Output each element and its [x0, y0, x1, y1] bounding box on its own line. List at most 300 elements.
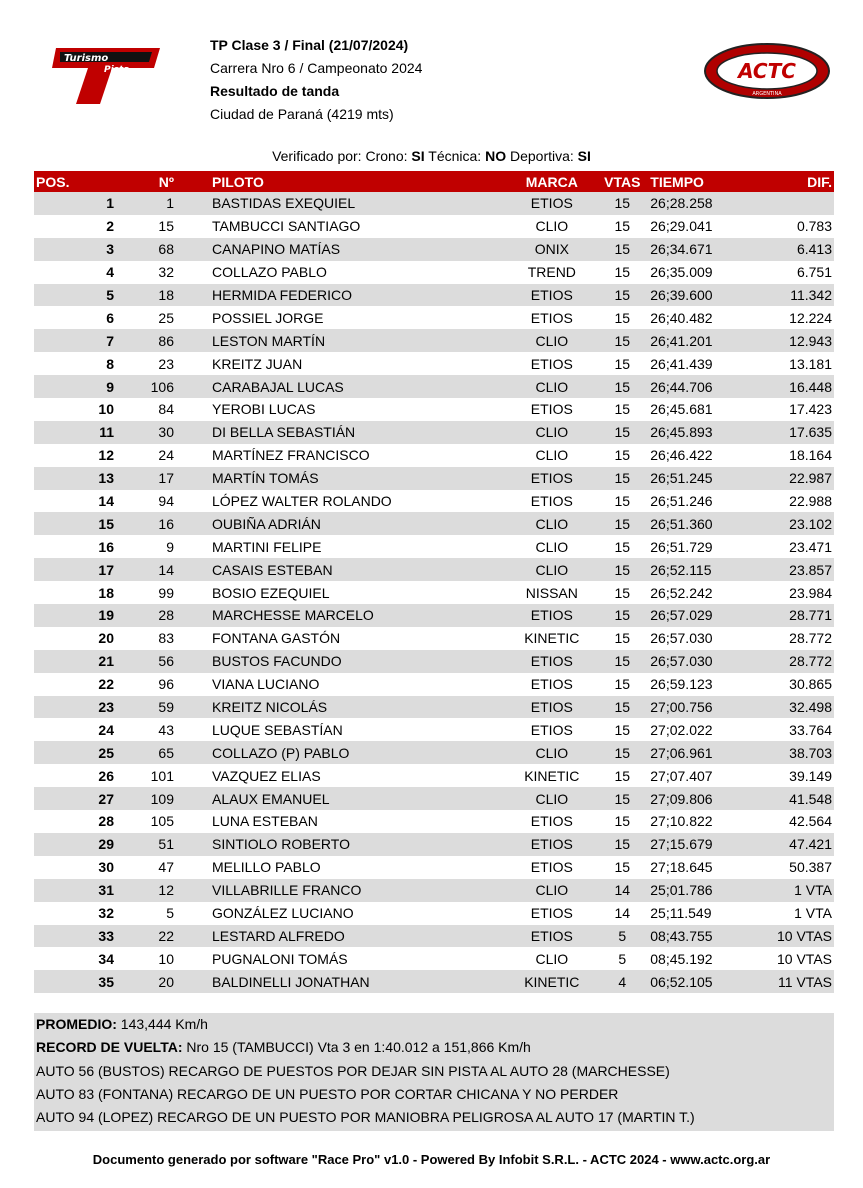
- cell-pos: 3: [106, 241, 114, 258]
- cell-dif: 6.413: [796, 241, 832, 258]
- cell-dif: 41.548: [789, 790, 832, 807]
- lap-record: [36, 1036, 834, 1059]
- cell-dif: 12.224: [789, 309, 832, 326]
- cell-dif: 1 VTA: [794, 882, 832, 899]
- cell-piloto: YEROBI LUCAS: [212, 401, 316, 418]
- cell-marca: ETIOS: [530, 287, 573, 303]
- cell-tiempo: 25;01.786: [650, 882, 713, 899]
- verif-tecnica-value: NO: [485, 148, 507, 164]
- cell-vtas: 15: [614, 264, 631, 281]
- cell-tiempo: 26;52.115: [650, 561, 712, 578]
- cell-dif: 23.471: [789, 538, 832, 555]
- cell-vtas: 15: [614, 676, 631, 693]
- verif-crono-label: Crono:: [365, 148, 408, 164]
- cell-pos: 23: [98, 699, 114, 716]
- cell-piloto: KREITZ NICOLÁS: [212, 699, 328, 716]
- cell-marca: CLIO: [535, 218, 569, 235]
- cell-piloto: BUSTOS FACUNDO: [212, 653, 342, 670]
- table-row: [34, 306, 834, 329]
- table-row: [34, 238, 834, 261]
- cell-piloto: LESTON MARTÍN: [212, 332, 326, 349]
- table-row: [34, 215, 834, 238]
- cell-vtas: 15: [614, 630, 631, 647]
- table-row: [34, 833, 834, 856]
- cell-tiempo: 27;10.822: [650, 813, 713, 830]
- cell-dif: 17.423: [789, 401, 832, 418]
- table-row: [34, 558, 834, 581]
- cell-marca: ETIOS: [530, 195, 573, 212]
- cell-num: 106: [150, 378, 174, 395]
- table-row: [34, 352, 834, 375]
- cell-num: 20: [158, 973, 174, 990]
- cell-num: 99: [158, 584, 174, 601]
- cell-vtas: 15: [614, 515, 631, 532]
- cell-pos: 10: [98, 401, 114, 418]
- cell-pos: 25: [98, 744, 114, 761]
- cell-num: 96: [158, 676, 174, 693]
- cell-tiempo: 06;52.105: [650, 973, 713, 990]
- cell-piloto: VIANA LUCIANO: [212, 676, 320, 693]
- cell-dif: 17.635: [789, 424, 832, 441]
- cell-dif: 16.448: [789, 378, 832, 395]
- cell-pos: 12: [98, 447, 114, 464]
- cell-marca: ETIOS: [530, 309, 573, 326]
- cell-pos: 30: [98, 859, 114, 876]
- cell-marca: CLIO: [535, 538, 569, 555]
- verif-deportiva-value: SI: [577, 148, 591, 164]
- cell-marca: NISSAN: [525, 584, 578, 601]
- cell-marca: KINETIC: [524, 767, 580, 784]
- cell-vtas: 15: [614, 767, 631, 784]
- table-row: [34, 902, 834, 925]
- document-footer: Documento generado por software "Race Pro" v1.0 - Powered By Infobit S.R.L. - ACTC 2024 - www.actc.org.ar: [92, 1152, 771, 1167]
- cell-vtas: 15: [614, 401, 631, 418]
- cell-pos: 16: [98, 538, 114, 555]
- cell-vtas: 15: [614, 195, 631, 212]
- cell-vtas: 4: [618, 973, 627, 990]
- cell-piloto: KREITZ JUAN: [212, 355, 303, 372]
- table-header-row: [34, 171, 834, 192]
- cell-dif: 18.164: [789, 447, 832, 464]
- cell-pos: 21: [98, 653, 114, 670]
- cell-piloto: FONTANA GASTÓN: [212, 630, 341, 647]
- col-header-num: Nº: [158, 173, 174, 190]
- cell-num: 59: [158, 699, 174, 716]
- cell-piloto: CANAPINO MATÍAS: [212, 241, 341, 258]
- cell-marca: ETIOS: [530, 607, 573, 624]
- cell-vtas: 14: [614, 882, 631, 899]
- cell-marca: KINETIC: [524, 630, 580, 647]
- cell-tiempo: 26;41.201: [650, 332, 713, 349]
- lap-record-value: Nro 15 (TAMBUCCI) Vta 3 en 1:40.012 a 151,866 Km/h: [186, 1039, 531, 1056]
- cell-tiempo: 26;45.681: [650, 401, 713, 418]
- table-row: [34, 398, 834, 421]
- verif-tecnica-label: Técnica:: [428, 148, 482, 164]
- table-row: [34, 421, 834, 444]
- cell-tiempo: 26;57.030: [650, 630, 713, 647]
- cell-vtas: 15: [614, 538, 631, 555]
- cell-marca: CLIO: [535, 378, 569, 395]
- race-notes: [34, 1013, 834, 1131]
- cell-num: 105: [150, 813, 174, 830]
- verification-line: [0, 148, 863, 164]
- cell-dif: 32.498: [789, 699, 832, 716]
- cell-dif: 22.987: [789, 470, 832, 487]
- table-row: [34, 261, 834, 284]
- cell-pos: 33: [98, 927, 114, 944]
- cell-piloto: MARTÍNEZ FRANCISCO: [212, 447, 370, 464]
- cell-marca: CLIO: [535, 424, 569, 441]
- cell-vtas: 15: [614, 699, 631, 716]
- cell-dif: 28.771: [789, 607, 832, 624]
- cell-piloto: CARABAJAL LUCAS: [212, 378, 344, 395]
- cell-dif: 11 VTAS: [778, 973, 832, 990]
- cell-piloto: PUGNALONI TOMÁS: [212, 950, 348, 967]
- table-row: [34, 604, 834, 627]
- cell-tiempo: 27;02.022: [650, 721, 713, 738]
- turismo-pista-logo: [52, 38, 164, 106]
- cell-marca: ETIOS: [530, 676, 573, 693]
- cell-marca: ETIOS: [530, 653, 573, 670]
- cell-pos: 6: [106, 309, 114, 326]
- cell-piloto: HERMIDA FEDERICO: [212, 287, 353, 303]
- table-row: [34, 925, 834, 948]
- average-speed: [36, 1013, 834, 1036]
- cell-marca: CLIO: [535, 882, 569, 899]
- cell-piloto: POSSIEL JORGE: [212, 309, 324, 326]
- cell-vtas: 5: [618, 927, 627, 944]
- cell-dif: 28.772: [789, 630, 832, 647]
- cell-num: 10: [158, 950, 174, 967]
- cell-vtas: 15: [614, 218, 631, 235]
- cell-marca: CLIO: [535, 744, 569, 761]
- cell-pos: 20: [98, 630, 114, 647]
- cell-pos: 24: [98, 721, 114, 738]
- cell-tiempo: 25;11.549: [650, 905, 712, 922]
- table-row: [34, 673, 834, 696]
- cell-piloto: VILLABRILLE FRANCO: [212, 882, 362, 899]
- cell-vtas: 15: [614, 309, 631, 326]
- cell-piloto: MELILLO PABLO: [212, 859, 321, 876]
- cell-vtas: 15: [614, 859, 631, 876]
- cell-tiempo: 26;45.893: [650, 424, 713, 441]
- cell-pos: 8: [106, 355, 114, 372]
- cell-tiempo: 27;15.679: [650, 836, 713, 853]
- cell-tiempo: 26;51.246: [650, 493, 713, 510]
- actc-logo-sub: ARGENTINA: [752, 91, 782, 97]
- actc-logo: [703, 42, 831, 100]
- col-header-pos: POS.: [36, 173, 70, 190]
- cell-tiempo: 27;18.645: [650, 859, 713, 876]
- cell-piloto: COLLAZO (P) PABLO: [212, 744, 350, 761]
- col-header-marca: MARCA: [525, 173, 578, 190]
- cell-marca: ETIOS: [530, 813, 573, 830]
- cell-tiempo: 26;52.242: [650, 584, 713, 601]
- cell-num: 68: [158, 241, 174, 258]
- table-row: [34, 627, 834, 650]
- cell-dif: 47.421: [789, 836, 832, 853]
- cell-num: 43: [158, 721, 174, 738]
- cell-num: 5: [166, 905, 174, 922]
- cell-tiempo: 26;57.030: [650, 653, 713, 670]
- cell-num: 15: [158, 218, 174, 235]
- table-row: [34, 947, 834, 970]
- cell-piloto: BASTIDAS EXEQUIEL: [212, 195, 356, 212]
- cell-vtas: 5: [618, 950, 627, 967]
- cell-num: 24: [158, 447, 174, 464]
- cell-dif: 10 VTAS: [777, 927, 832, 944]
- table-row: [34, 375, 834, 398]
- cell-num: 65: [158, 744, 174, 761]
- cell-marca: TREND: [527, 264, 576, 281]
- cell-num: 56: [158, 653, 174, 670]
- cell-vtas: 15: [614, 790, 631, 807]
- cell-marca: CLIO: [535, 950, 569, 967]
- cell-tiempo: 08;43.755: [650, 927, 713, 944]
- cell-tiempo: 08;45.192: [650, 950, 713, 967]
- col-header-dif: DIF.: [807, 173, 832, 190]
- cell-piloto: VAZQUEZ ELIAS: [212, 767, 321, 784]
- cell-tiempo: 26;29.041: [650, 218, 713, 235]
- cell-num: 101: [150, 767, 174, 784]
- table-row: [34, 581, 834, 604]
- cell-dif: 11.342: [790, 287, 832, 303]
- cell-pos: 27: [98, 790, 114, 807]
- cell-tiempo: 26;51.245: [650, 470, 713, 487]
- race-header: [210, 34, 422, 126]
- cell-num: 17: [158, 470, 174, 487]
- cell-num: 84: [158, 401, 174, 418]
- table-row: [34, 535, 834, 558]
- cell-num: 12: [158, 882, 174, 899]
- cell-dif: 28.772: [789, 653, 832, 670]
- cell-tiempo: 26;59.123: [650, 676, 713, 693]
- penalty-note: AUTO 83 (FONTANA) RECARGO DE UN PUESTO POR CORTAR CHICANA Y NO PERDER: [36, 1085, 619, 1102]
- cell-piloto: CASAIS ESTEBAN: [212, 561, 333, 578]
- cell-pos: 9: [106, 378, 114, 395]
- cell-vtas: 15: [614, 470, 631, 487]
- cell-piloto: COLLAZO PABLO: [212, 264, 327, 281]
- cell-vtas: 15: [614, 607, 631, 624]
- cell-marca: ETIOS: [530, 355, 573, 372]
- cell-marca: ETIOS: [530, 836, 573, 853]
- results-table: [34, 171, 834, 993]
- cell-num: 9: [166, 538, 174, 555]
- cell-pos: 34: [98, 950, 114, 967]
- cell-piloto: LUQUE SEBASTÍAN: [212, 721, 343, 738]
- penalty-note: AUTO 94 (LOPEZ) RECARGO DE UN PUESTO POR MANIOBRA PELIGROSA AL AUTO 17 (MARTIN T.): [36, 1109, 695, 1126]
- verif-crono-value: SI: [411, 148, 425, 164]
- cell-marca: KINETIC: [524, 973, 580, 990]
- table-row: [34, 284, 834, 307]
- cell-vtas: 15: [614, 744, 631, 761]
- cell-vtas: 15: [614, 447, 631, 464]
- cell-marca: CLIO: [535, 561, 569, 578]
- cell-vtas: 15: [614, 287, 631, 303]
- result-type: Resultado de tanda: [210, 83, 340, 99]
- cell-vtas: 15: [614, 836, 631, 853]
- cell-pos: 7: [106, 332, 114, 349]
- cell-pos: 14: [98, 493, 114, 510]
- cell-piloto: ALAUX EMANUEL: [212, 790, 330, 807]
- cell-marca: ETIOS: [530, 493, 573, 510]
- cell-piloto: LÓPEZ WALTER ROLANDO: [212, 493, 392, 510]
- average-speed-label: PROMEDIO:: [36, 1016, 117, 1032]
- cell-tiempo: 26;57.029: [650, 607, 713, 624]
- cell-dif: 38.703: [789, 744, 832, 761]
- cell-marca: CLIO: [535, 790, 569, 807]
- table-row: [34, 879, 834, 902]
- cell-piloto: GONZÁLEZ LUCIANO: [212, 905, 354, 922]
- cell-num: 28: [158, 607, 174, 624]
- col-header-vtas: VTAS: [604, 173, 641, 190]
- col-header-tiempo: TIEMPO: [650, 173, 704, 190]
- cell-tiempo: 26;41.439: [650, 355, 713, 372]
- cell-pos: 31: [98, 882, 114, 899]
- cell-piloto: TAMBUCCI SANTIAGO: [212, 218, 361, 235]
- lap-record-label: RECORD DE VUELTA:: [36, 1039, 183, 1056]
- cell-vtas: 15: [614, 561, 631, 578]
- cell-num: 16: [158, 515, 174, 532]
- cell-marca: ETIOS: [530, 470, 573, 487]
- table-row: [34, 490, 834, 513]
- cell-vtas: 15: [614, 424, 631, 441]
- table-row: [34, 467, 834, 490]
- cell-tiempo: 26;39.600: [650, 287, 713, 303]
- cell-pos: 26: [98, 767, 114, 784]
- cell-vtas: 15: [614, 721, 631, 738]
- cell-pos: 22: [98, 676, 114, 693]
- cell-piloto: MARTINI FELIPE: [212, 538, 322, 555]
- cell-dif: 10 VTAS: [777, 950, 832, 967]
- cell-marca: CLIO: [535, 447, 569, 464]
- cell-dif: 33.764: [789, 721, 832, 738]
- cell-tiempo: 26;51.360: [650, 515, 713, 532]
- cell-pos: 29: [98, 836, 114, 853]
- cell-marca: ETIOS: [530, 699, 573, 716]
- cell-tiempo: 26;40.482: [650, 309, 713, 326]
- cell-vtas: 15: [614, 241, 631, 258]
- cell-marca: ONIX: [534, 241, 569, 258]
- cell-vtas: 15: [614, 584, 631, 601]
- cell-dif: 42.564: [789, 813, 832, 830]
- table-row: [34, 764, 834, 787]
- cell-tiempo: 27;06.961: [650, 744, 713, 761]
- cell-marca: CLIO: [535, 332, 569, 349]
- col-header-piloto: PILOTO: [212, 173, 264, 190]
- cell-tiempo: 27;09.806: [650, 790, 713, 807]
- cell-num: 18: [158, 287, 174, 303]
- cell-pos: 35: [98, 973, 114, 990]
- cell-marca: ETIOS: [530, 905, 573, 922]
- cell-piloto: MARTÍN TOMÁS: [212, 470, 319, 487]
- cell-tiempo: 26;35.009: [650, 264, 713, 281]
- cell-tiempo: 26;44.706: [650, 378, 713, 395]
- cell-marca: ETIOS: [530, 859, 573, 876]
- cell-vtas: 15: [614, 493, 631, 510]
- cell-piloto: LUNA ESTEBAN: [212, 813, 318, 830]
- cell-num: 25: [158, 309, 174, 326]
- cell-tiempo: 26;28.258: [650, 195, 713, 212]
- cell-piloto: BALDINELLI JONATHAN: [212, 973, 370, 990]
- cell-dif: 23.102: [789, 515, 832, 532]
- cell-pos: 11: [99, 424, 114, 441]
- cell-piloto: LESTARD ALFREDO: [212, 927, 345, 944]
- cell-dif: 13.181: [789, 355, 832, 372]
- table-row: [34, 650, 834, 673]
- cell-pos: 2: [106, 218, 114, 235]
- cell-vtas: 14: [614, 905, 631, 922]
- cell-pos: 15: [98, 515, 114, 532]
- cell-piloto: MARCHESSE MARCELO: [212, 607, 374, 624]
- cell-dif: 22.988: [789, 493, 832, 510]
- cell-num: 30: [158, 424, 174, 441]
- verif-deportiva-label: Deportiva:: [509, 148, 574, 164]
- cell-num: 1: [166, 195, 174, 212]
- cell-num: 94: [158, 493, 174, 510]
- cell-pos: 18: [98, 584, 114, 601]
- table-row: [34, 741, 834, 764]
- verif-label: Verificado por:: [272, 148, 362, 164]
- cell-vtas: 15: [614, 332, 631, 349]
- cell-pos: 1: [106, 195, 114, 212]
- cell-piloto: SINTIOLO ROBERTO: [212, 836, 350, 853]
- cell-dif: 39.149: [789, 767, 832, 784]
- race-subtitle: Carrera Nro 6 / Campeonato 2024: [210, 60, 423, 76]
- cell-marca: ETIOS: [530, 927, 573, 944]
- cell-num: 32: [158, 264, 174, 281]
- cell-dif: 23.857: [789, 561, 832, 578]
- cell-vtas: 15: [614, 653, 631, 670]
- table-row: [34, 696, 834, 719]
- cell-pos: 5: [106, 287, 114, 303]
- cell-pos: 28: [98, 813, 114, 830]
- cell-dif: 6.751: [796, 264, 832, 281]
- penalty-note: AUTO 56 (BUSTOS) RECARGO DE PUESTOS POR DEJAR SIN PISTA AL AUTO 28 (MARCHESSE): [36, 1062, 670, 1079]
- table-row: [34, 787, 834, 810]
- cell-num: 51: [158, 836, 174, 853]
- cell-tiempo: 26;46.422: [650, 447, 713, 464]
- cell-dif: 12.943: [789, 332, 832, 349]
- cell-vtas: 15: [614, 378, 631, 395]
- logo-text-turismo: Turismo: [64, 53, 109, 64]
- actc-logo-text: ACTC: [738, 59, 796, 83]
- table-row: [34, 718, 834, 741]
- cell-pos: 13: [98, 470, 114, 487]
- cell-num: 47: [158, 859, 174, 876]
- table-row: [34, 444, 834, 467]
- cell-marca: ETIOS: [530, 401, 573, 418]
- cell-num: 14: [158, 561, 174, 578]
- cell-pos: 32: [98, 905, 114, 922]
- cell-tiempo: 26;51.729: [650, 538, 713, 555]
- cell-dif: [746, 192, 834, 215]
- cell-num: 22: [158, 927, 174, 944]
- table-row: [34, 810, 834, 833]
- race-title: TP Clase 3 / Final (21/07/2024): [210, 37, 409, 53]
- table-row: [34, 512, 834, 535]
- cell-vtas: 15: [614, 813, 631, 830]
- cell-tiempo: 27;00.756: [650, 699, 713, 716]
- cell-piloto: DI BELLA SEBASTIÁN: [212, 424, 356, 441]
- table-row: [34, 192, 834, 215]
- cell-dif: 50.387: [789, 859, 832, 876]
- cell-piloto: BOSIO EZEQUIEL: [212, 584, 330, 601]
- logo-text-pista: Pista: [104, 65, 130, 75]
- cell-num: 86: [158, 332, 174, 349]
- cell-num: 109: [150, 790, 174, 807]
- cell-piloto: OUBIÑA ADRIÁN: [212, 515, 321, 532]
